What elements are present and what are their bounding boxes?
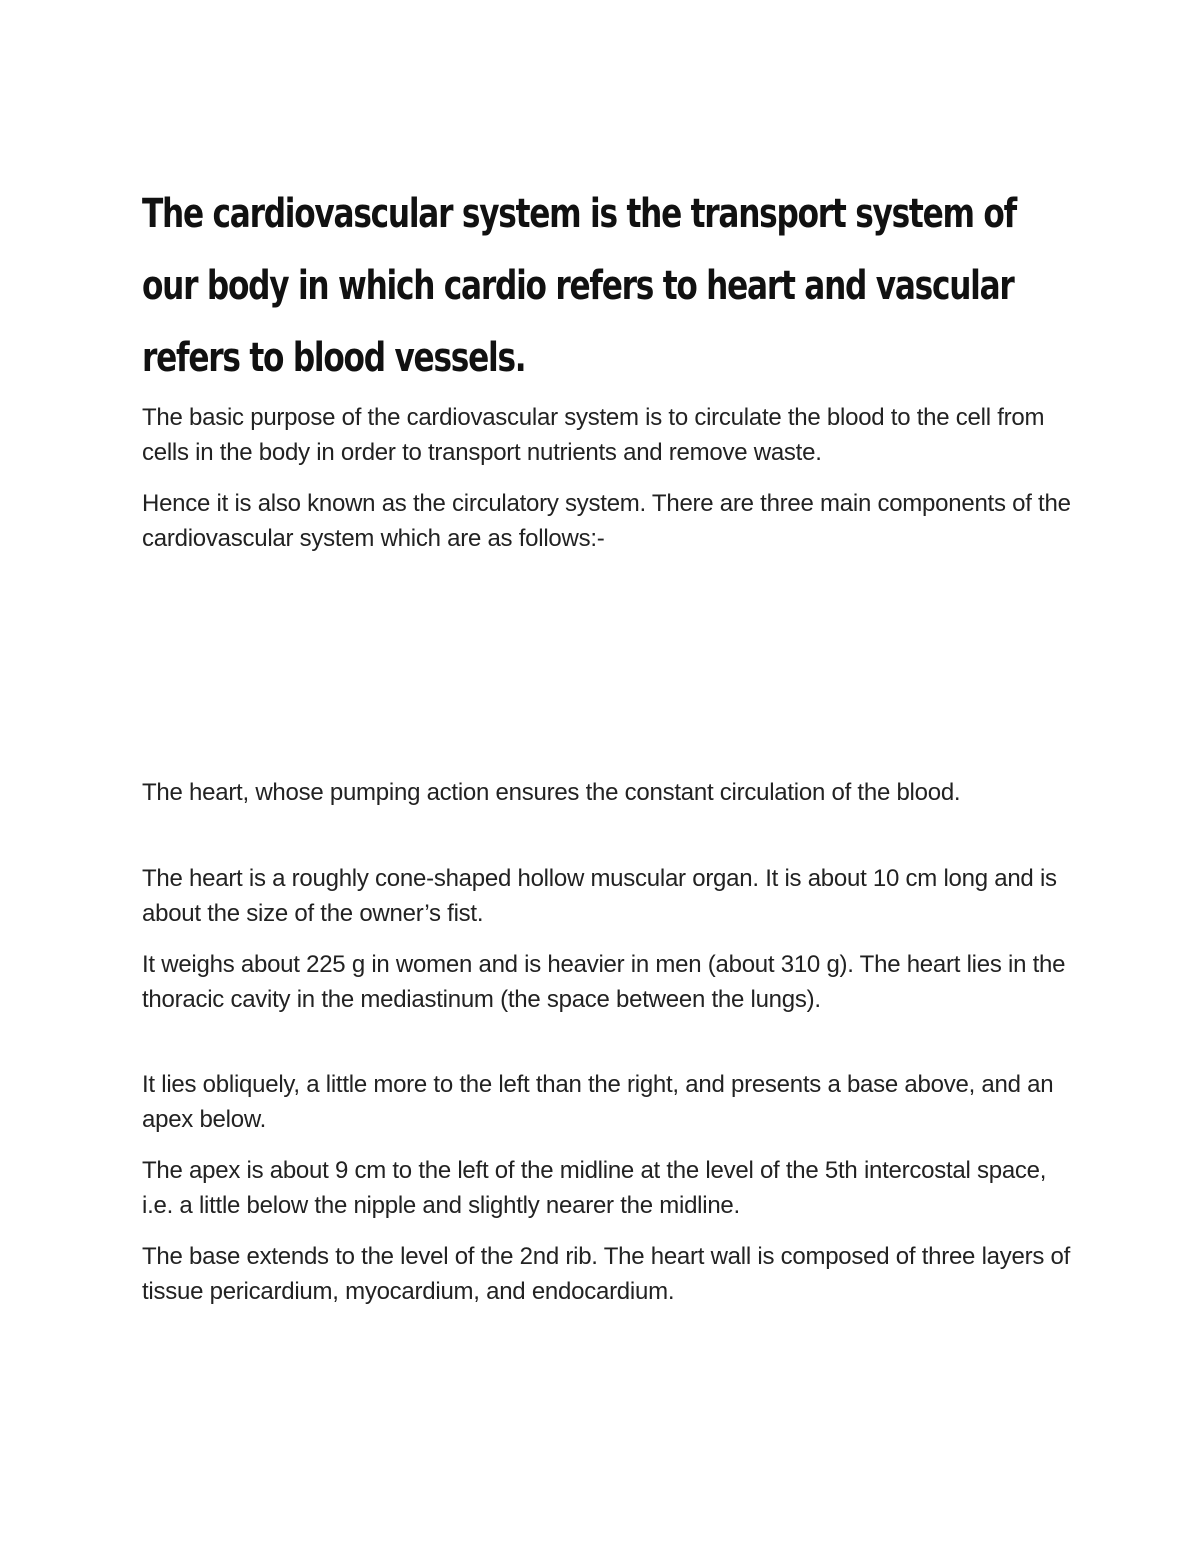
paragraph-heart-shape: The heart is a roughly cone-shaped hollow muscular organ. It is about 10 cm long and is about the size of the owner’s fist.: [142, 865, 1057, 927]
paragraph-circulatory-system: Hence it is also known as the circulatory system. There are three main components of the cardiovascular system which are as follows:-: [142, 490, 1071, 552]
paragraph-heart-pumping: The heart, whose pumping action ensures the constant circulation of the blood.: [142, 779, 961, 806]
paragraph-purpose: The basic purpose of the cardiovascular system is to circulate the blood to the cell from cells in the body in order to transport nutrients and remove waste.: [142, 404, 1045, 466]
paragraph-apex: The apex is about 9 cm to the left of the midline at the level of the 5th intercostal space, i.e. a little below the nipple and slightly nearer the midline.: [142, 1157, 1047, 1219]
paragraph-base-wall: The base extends to the level of the 2nd rib. The heart wall is composed of three layers of tissue pericardium, myocardium, and endocardium.: [142, 1243, 1071, 1305]
paragraph-heart-weight: It weighs about 225 g in women and is heavier in men (about 310 g). The heart lies in the thoracic cavity in the mediastinum (the space between the lungs).: [142, 951, 1066, 1013]
document-heading: The cardiovascular system is the transport system of our body in which cardio refers to heart and vascular refers to blood vessels.: [142, 191, 1016, 381]
paragraph-heart-position: It lies obliquely, a little more to the left than the right, and presents a base above, and an apex below.: [142, 1071, 1054, 1133]
